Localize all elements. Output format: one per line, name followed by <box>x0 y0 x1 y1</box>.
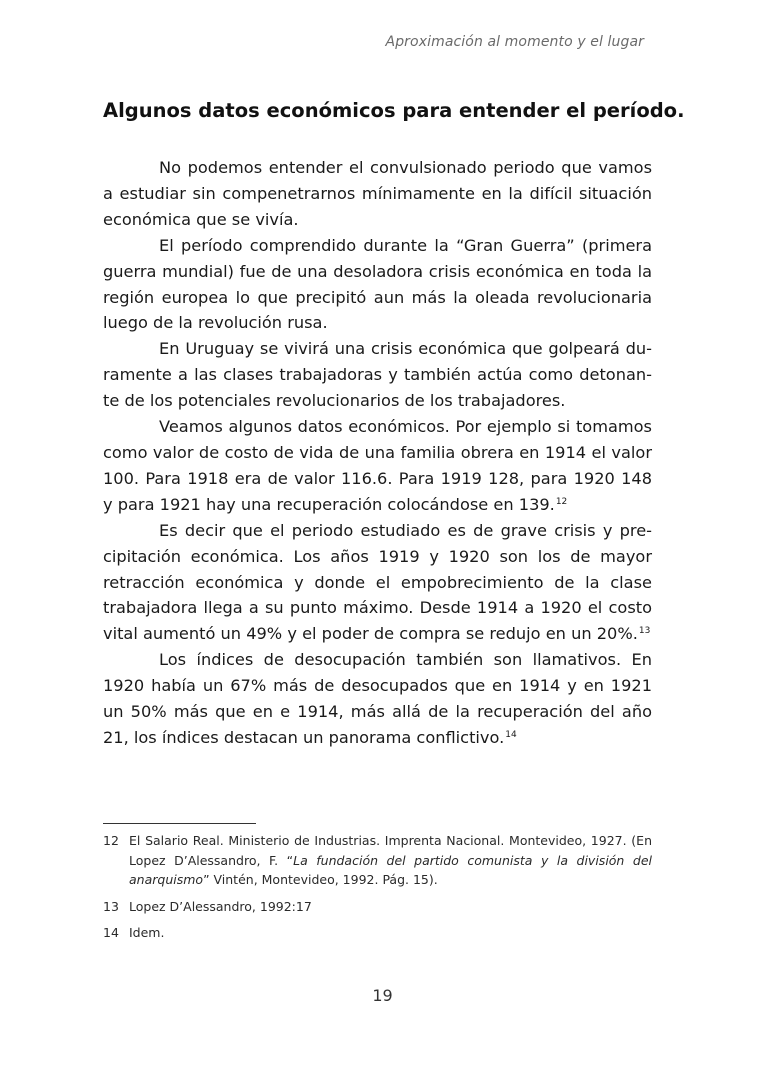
paragraph-text: Veamos algunos datos económicos. Por ejemplo si tomamos como valor de costo de vida de una familia obrera en 1914 el valor 100. Para 1918 era de valor 116.6. Para 1919 128, para 1920 148 y para 1921 hay una recuperación colocándose en 139. <box>103 417 652 514</box>
footnote-reference[interactable]: 12 <box>555 496 568 507</box>
paragraph-text: Es decir que el periodo estudiado es de grave crisis y precipitación económica. Los años 1919 y 1920 son los de mayor retracción económica y donde el empobrecimiento de la clase trabajadora llega a su punto máximo. Desde 1914 a 1920 el costo vital aumentó un 49% y el poder de compra se redujo en un 20%. <box>103 520 652 644</box>
paragraph-text: Los índices de desocupación también son llamativos. En 1920 había un 67% más de desocupados que en 1914 y en 1921 un 50% más que en e 1914, más allá de la recuperación del año 21, los índices destacan un panorama conflictivo. <box>103 650 652 747</box>
paragraph-text: El período comprendido durante la “Gran Guerra” (primera guerra mundial) fue de una desoladora crisis económica en toda la región europea lo que precipitó aun más la oleada revolucionaria luego de la revolución rusa. <box>103 235 652 333</box>
footnote-number: 12 <box>103 833 119 848</box>
paragraph <box>103 233 652 337</box>
footnotes <box>103 831 652 950</box>
paragraph <box>103 155 652 233</box>
footnote-text-part: Lopez D’Alessandro, 1992:17 <box>129 898 312 914</box>
footnote-text-part: Idem. <box>129 925 165 940</box>
footnote-reference[interactable]: 14 <box>505 729 517 740</box>
footnote-text-part: El Salario Real. Ministerio de Industrias. Imprenta Nacional. Montevideo, 1927. (En Lopez D’Alessandro, F. “ <box>129 833 652 868</box>
footnote-item <box>103 923 652 943</box>
footnote-reference[interactable]: 13 <box>638 626 651 637</box>
footnote-item <box>103 897 652 917</box>
page-number: 19 <box>372 986 393 1005</box>
footnote-italic-title: La fundación del partido comunista y la división del anarquismo <box>129 852 652 887</box>
paragraph <box>103 518 652 648</box>
paragraph <box>103 414 652 518</box>
paragraph-text: No podemos entender el convulsionado periodo que vamos a estudiar sin compenetrarnos mínimamente en la difícil situación económica que se vivía. <box>103 158 652 229</box>
section-heading: Algunos datos económicos para entender el período. <box>103 99 685 122</box>
footnote-text <box>129 831 652 890</box>
paragraph <box>103 647 652 751</box>
footnote-number: 13 <box>103 898 119 914</box>
footnote-number: 14 <box>103 925 119 940</box>
body-text <box>103 155 652 751</box>
running-head: Aproximación al momento y el lugar <box>385 34 644 50</box>
footnote-text <box>129 897 652 917</box>
paragraph-text: En Uruguay se vivirá una crisis económica que golpeará duramente a las clases trabajadoras y también actúa como detonante de los potenciales revolucionarios de los trabajadores. <box>103 339 652 411</box>
footnote-item <box>103 831 652 890</box>
footnote-divider <box>103 823 256 824</box>
footnote-text-part: ” Vintén, Montevideo, 1992. Pág. 15). <box>203 872 438 887</box>
paragraph <box>103 336 652 414</box>
footnote-text <box>129 923 652 943</box>
